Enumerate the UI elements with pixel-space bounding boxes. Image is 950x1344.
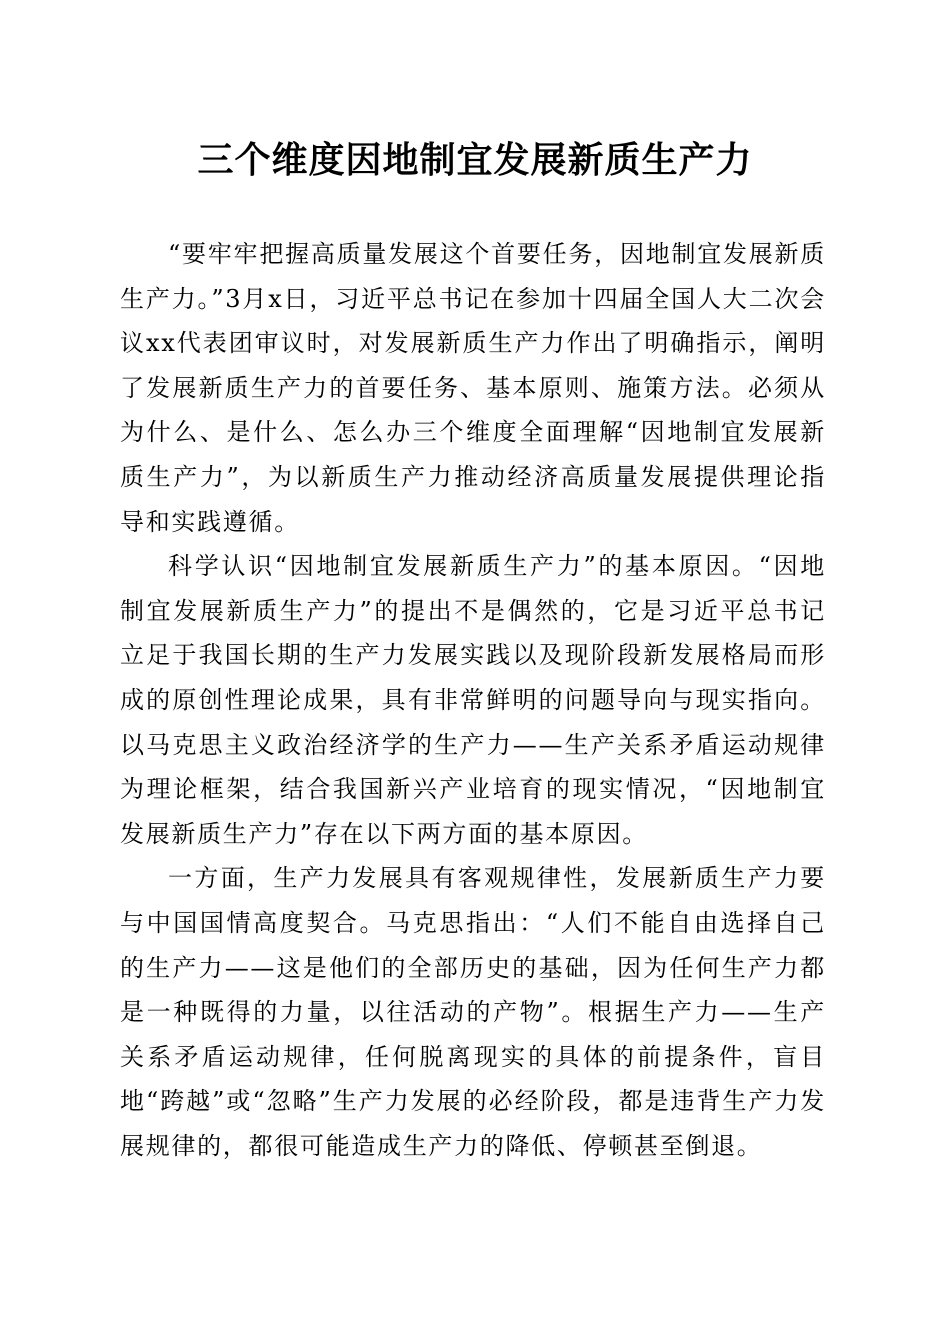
paragraph-one-aspect: 一方面，生产力发展具有客观规律性，发展新质生产力要与中国国情高度契合。马克思指出：“人们不能自由选择自己的生产力——这是他们的全部历史的基础，因为任何生产力都是一种既得的力量，以往活动的产物”。根据生产力——生产关系矛盾运动规律，任何脱离现实的具体的前提条件，盲目地“跨越”或“忽略”生产力发展的必经阶段，都是违背生产力发展规律的，都很可能造成生产力的降低、停顿甚至倒退。 — [120, 864, 826, 1160]
document-title: 三个维度因地制宜发展新质生产力 — [197, 139, 753, 181]
paragraph-intro: “要牢牢把握高质量发展这个首要任务，因地制宜发展新质生产力。”3月x日，习近平总书记在参加十四届全国人大二次会议xx代表团审议时，对发展新质生产力作出了明确指示，阐明了发展新质生产力的首要任务、基本原则、施策方法。必须从为什么、是什么、怎么办三个维度全面理解“因地制宜发展新质生产力”，为以新质生产力推动经济高质量发展提供理论指导和实践遵循。 — [120, 240, 826, 536]
paragraph-basic-reason: 科学认识“因地制宜发展新质生产力”的基本原因。“因地制宜发展新质生产力”的提出不是偶然的，它是习近平总书记立足于我国长期的生产力发展实践以及现阶段新发展格局而形成的原创性理论成果，具有非常鲜明的问题导向与现实指向。以马克思主义政治经济学的生产力——生产关系矛盾运动规律为理论框架，结合我国新兴产业培育的现实情况，“因地制宜发展新质生产力”存在以下两方面的基本原因。 — [120, 552, 826, 848]
document-body — [120, 232, 826, 1168]
